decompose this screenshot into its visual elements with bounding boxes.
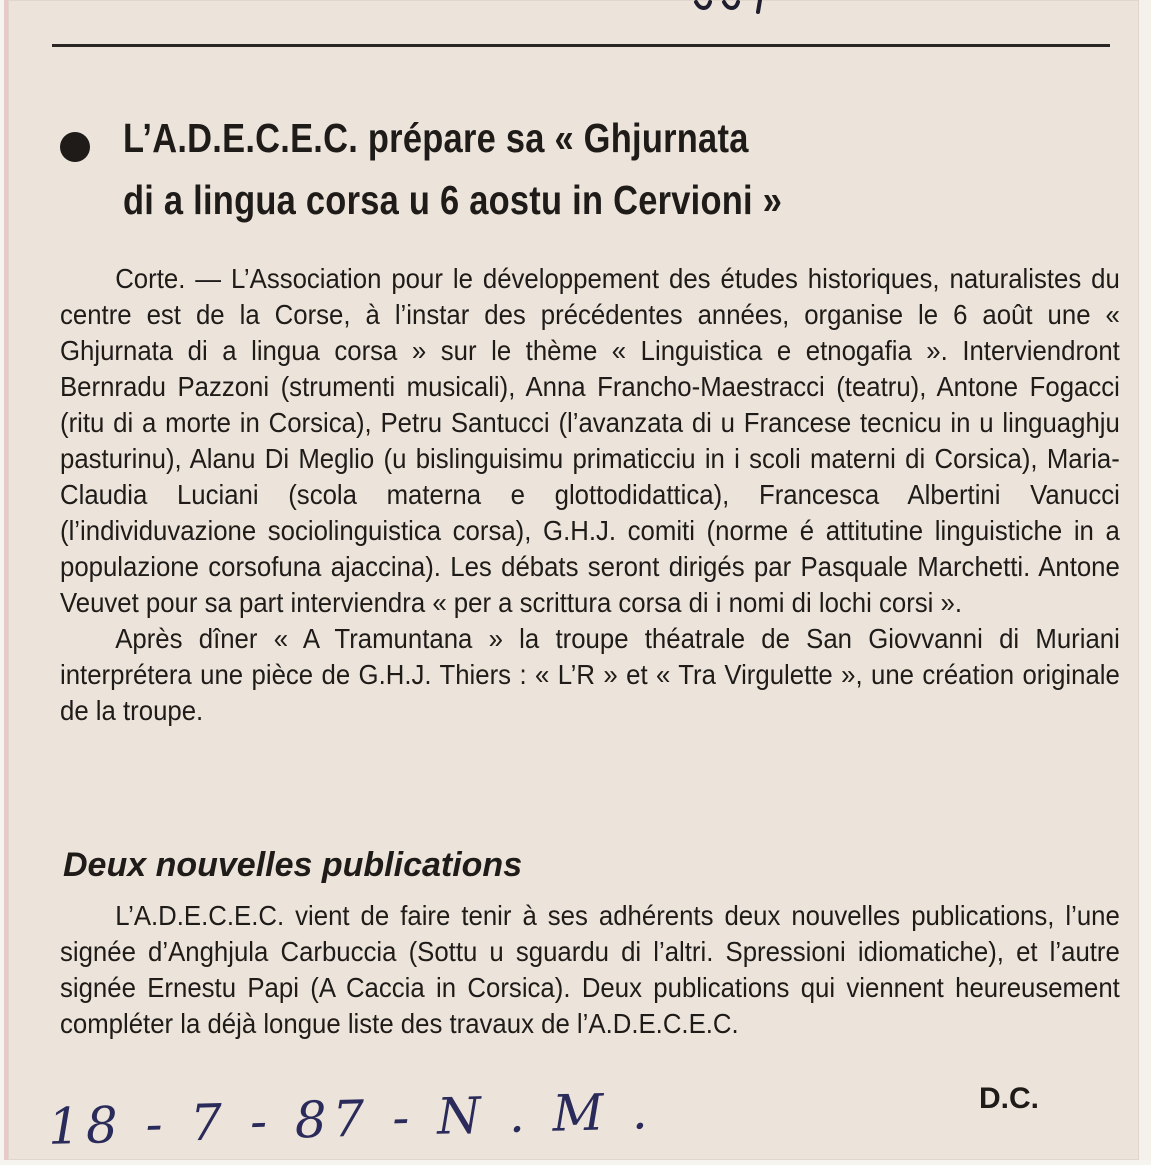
headline-line-1: L’A.D.E.C.E.C. prépare sa « Ghjurnata: [123, 115, 749, 161]
publications-paragraph: L’A.D.E.C.E.C. vient de faire tenir à ses adhérents deux nouvelles publications, l’une signée d’Anghjula Carbuccia (Sottu u sguardu di l’altri. Spressioni idiomatiche), et l’autre signée Ernestu Papi (A Caccia in Corsica). Deux publications qui viennent heureusement compléter la déjà longue liste des travaux de l’A.D.E.C.E.C.: [60, 900, 1120, 1039]
top-rule: [52, 44, 1110, 47]
headline-line-2: di a lingua corsa u 6 aostu in Cervioni »: [123, 177, 783, 223]
article-paragraph-2: Après dîner « A Tramuntana » la troupe théatrale de San Giovvanni di Muriani interprétera une pièce de G.H.J. Thiers : « L’R » et « Tra Virgulette », une création originale de la troupe.: [60, 623, 1120, 726]
author-signature: D.C.: [979, 1082, 1039, 1115]
publications-body: [60, 898, 1120, 1042]
handwritten-date-note: 18 - 7 - 87 - N . M .: [47, 1082, 655, 1156]
article-body: [60, 261, 1120, 729]
section-heading: Deux nouvelles publications: [63, 846, 523, 884]
clipping-left-edge: [0, 0, 8, 1165]
clipping-bottom-edge: [0, 1160, 1151, 1165]
top-handwriting-fragment: [690, 0, 780, 14]
bullet-icon: [60, 132, 90, 162]
article-paragraph-1: Corte. — L’Association pour le développement des études historiques, naturalistes du centre est de la Corse, à l’instar des précédentes années, organise le 6 août une « Ghjurnata di a lingua corsa » sur le thème « Linguistica e etnogafia ». Interviendront Bernradu Pazzoni (strumenti musicali), Anna Francho-Maestracci (teatru), Antone Fogacci (ritu di a morte in Corsica), Petru Santucci (l’avanzata di u Francese tecnicu in u linguaghju pasturinu), Alanu Di Meglio (u bislinguisimu primaticciu in i scoli materni di Corsica), Maria-Claudia Luciani (scola materna e glottodidattica), Francesca Albertini Vanucci (l’individuvazione sociolinguistica corsa), G.H.J. comiti (norme é attitutine linguistiche in a populazione corsofuna ajaccina). Les débats seront dirigés par Pasquale Marchetti. Antone Veuvet pour sa part interviendra « per a scrittura corsa di i nomi di lochi corsi ».: [60, 263, 1120, 618]
